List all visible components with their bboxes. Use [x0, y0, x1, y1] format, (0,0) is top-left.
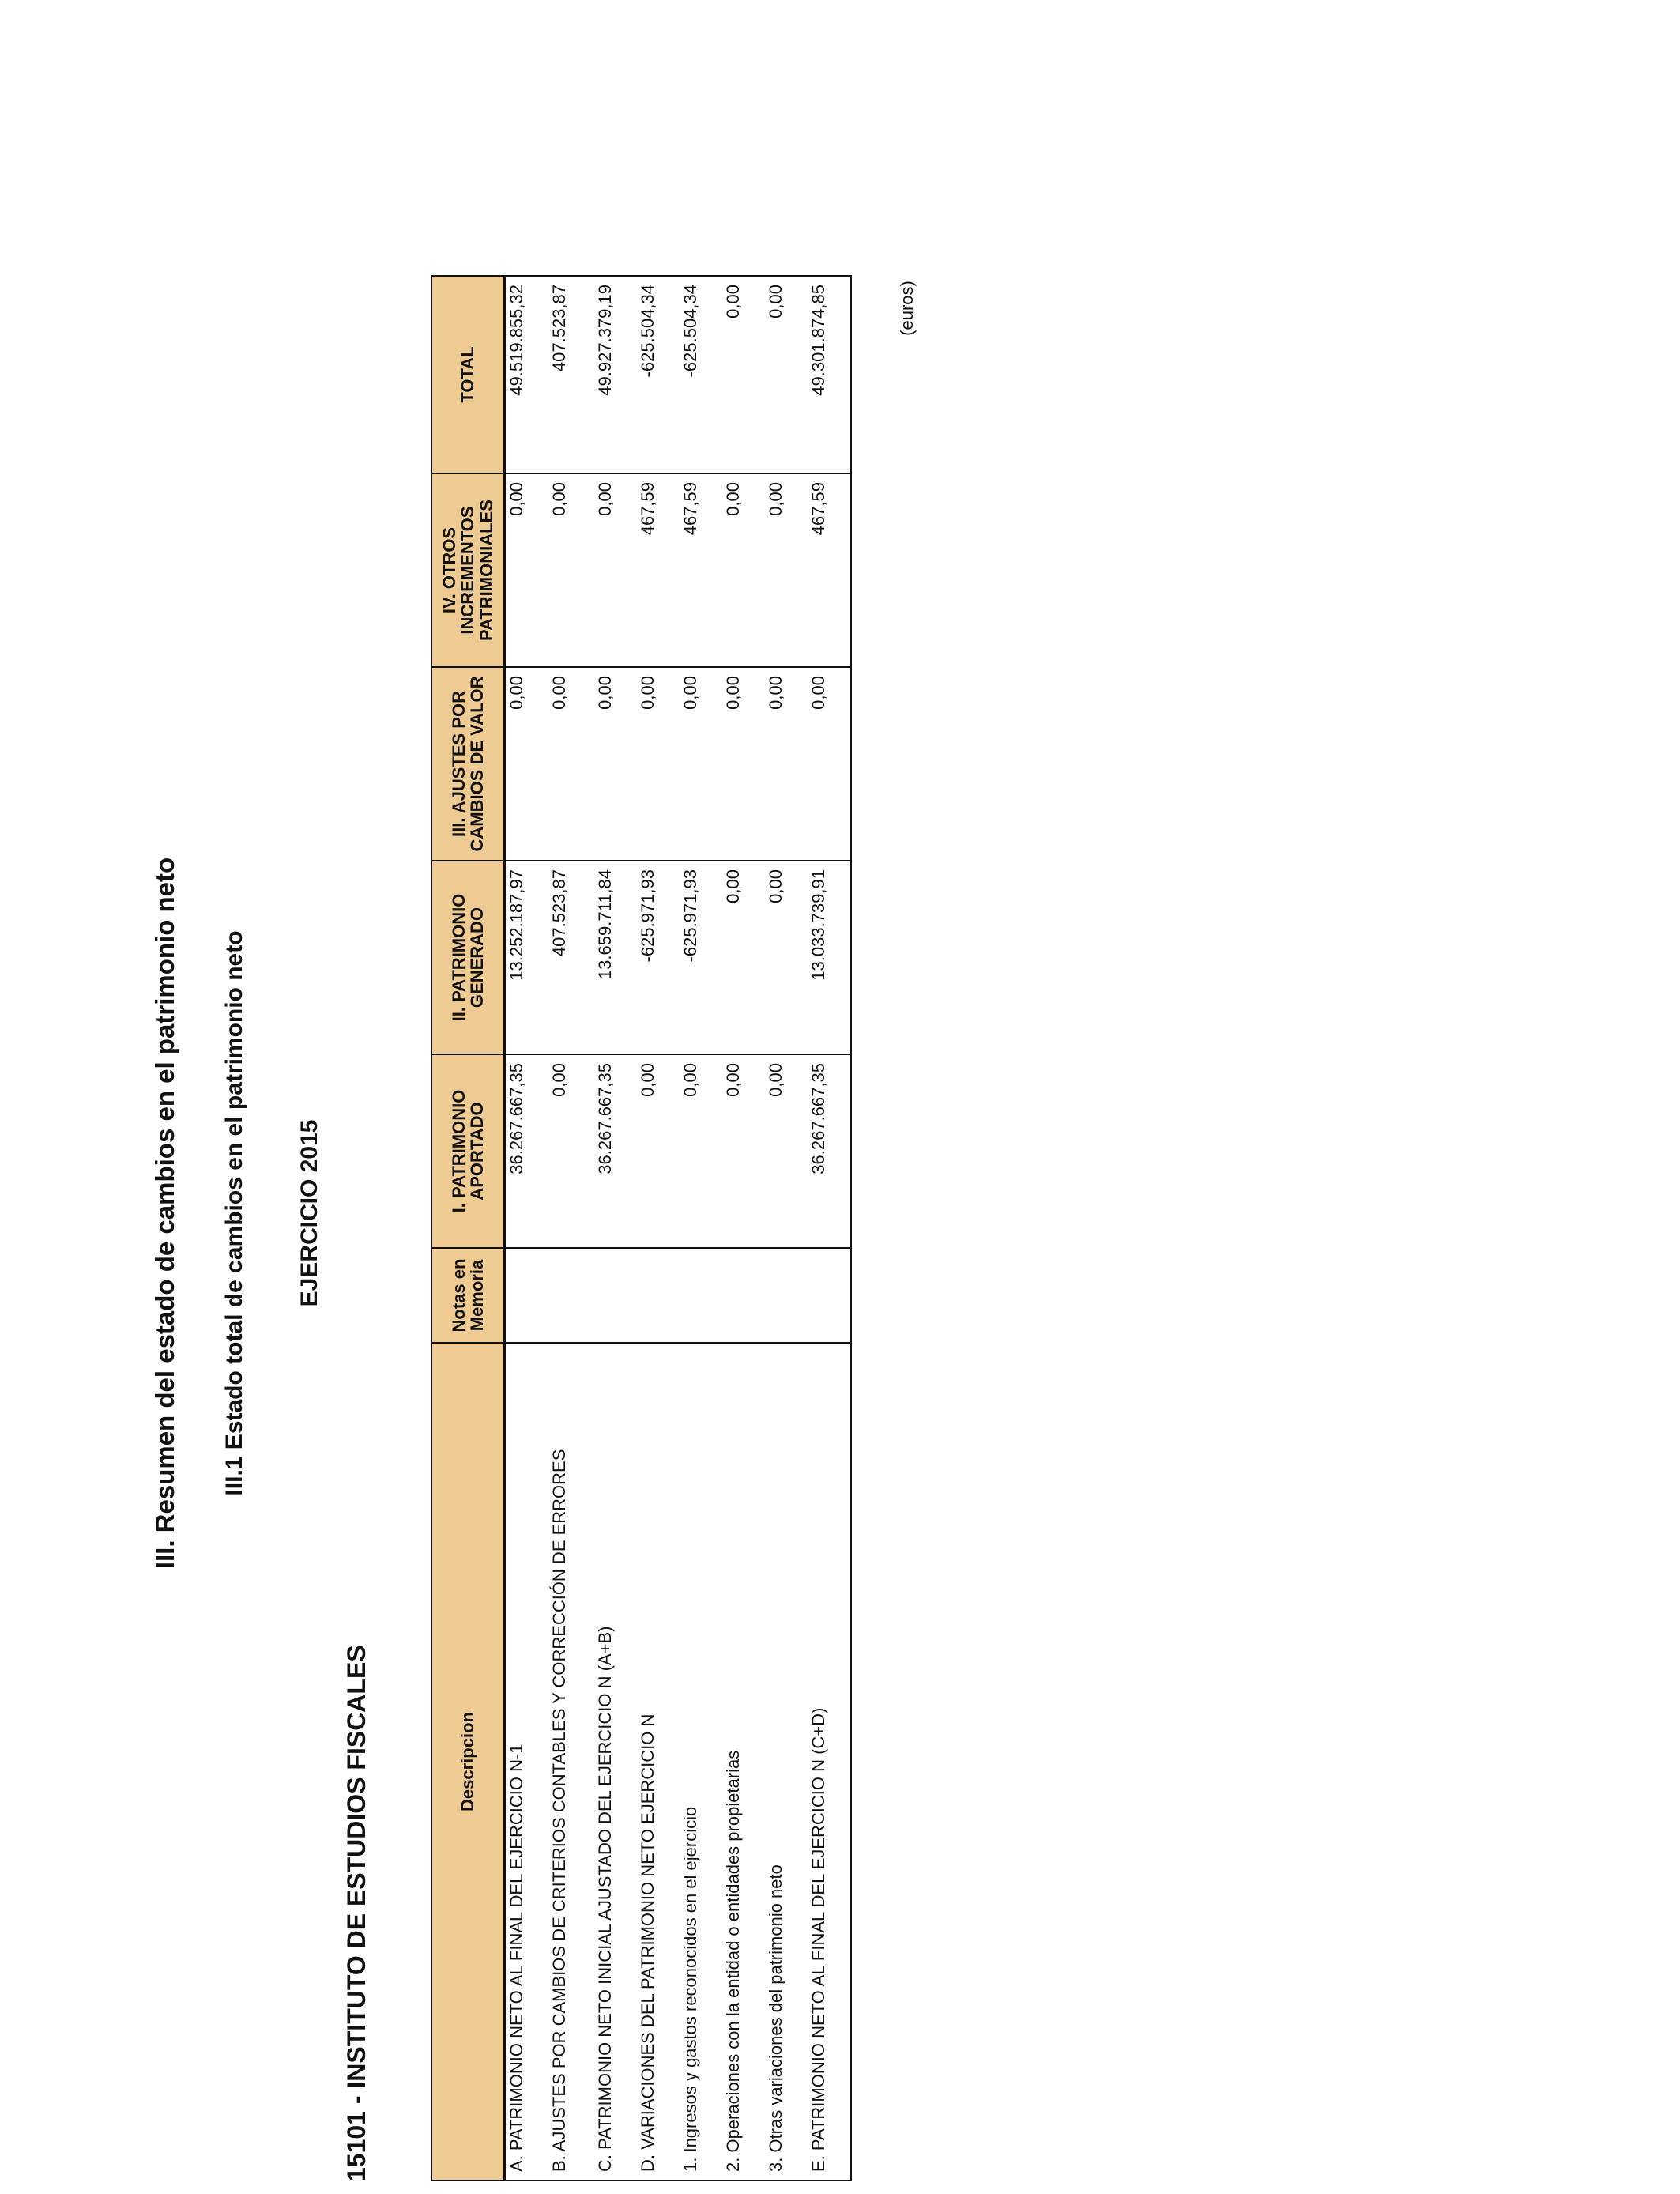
table-row — [594, 276, 637, 2181]
cell-total: 49.301.874,85 — [808, 276, 851, 473]
table-row — [808, 276, 851, 2181]
row-description: 2. Operaciones con la entidad o entidades propietarias — [722, 1343, 765, 2181]
table-row — [548, 276, 594, 2181]
table-header-row — [431, 276, 505, 2181]
column-header-descripcion: Descripcion — [431, 1343, 505, 2181]
cell-aportado: 36.267.667,35 — [594, 1054, 637, 1248]
cell-total: -625.504,34 — [680, 276, 722, 473]
cell-generado: 13.659.711,84 — [594, 861, 637, 1054]
section-title: III.1 Estado total de cambios en el patrimonio neto — [221, 930, 247, 1496]
cell-ajustes: 0,00 — [680, 667, 722, 861]
column-header-patrimonio-generado: II. PATRIMONIO GENERADO — [431, 861, 505, 1054]
column-header-total: TOTAL — [431, 276, 505, 473]
row-notes — [505, 1248, 549, 1343]
cell-aportado: 0,00 — [680, 1054, 722, 1248]
cell-otros: 467,59 — [808, 473, 851, 667]
cell-ajustes: 0,00 — [637, 667, 680, 861]
row-description: C. PATRIMONIO NETO INICIAL AJUSTADO DEL EJERCICIO N (A+B) — [594, 1343, 637, 2181]
cell-aportado: 0,00 — [765, 1054, 808, 1248]
cell-ajustes: 0,00 — [765, 667, 808, 861]
row-notes — [808, 1248, 851, 1343]
column-header-notas: Notas en Memoria — [431, 1248, 505, 1343]
row-notes — [637, 1248, 680, 1343]
column-header-otros-incrementos: IV. OTROS INCREMENTOS PATRIMONIALES — [431, 473, 505, 667]
table-row — [637, 276, 680, 2181]
table-row — [505, 276, 549, 2181]
cell-generado: 13.033.739,91 — [808, 861, 851, 1054]
cell-otros: 0,00 — [505, 473, 549, 667]
row-description: D. VARIACIONES DEL PATRIMONIO NETO EJERCICIO N — [637, 1343, 680, 2181]
cell-total: -625.504,34 — [637, 276, 680, 473]
cell-aportado: 36.267.667,35 — [505, 1054, 549, 1248]
row-description: B. AJUSTES POR CAMBIOS DE CRITERIOS CONTABLES Y CORRECCIÓN DE ERRORES — [548, 1343, 594, 2181]
cell-aportado: 0,00 — [722, 1054, 765, 1248]
table-row — [722, 276, 765, 2181]
column-header-patrimonio-aportado: I. PATRIMONIO APORTADO — [431, 1054, 505, 1248]
row-notes — [765, 1248, 808, 1343]
cell-otros: 467,59 — [637, 473, 680, 667]
cell-otros: 0,00 — [722, 473, 765, 667]
cell-total: 0,00 — [765, 276, 808, 473]
cell-otros: 0,00 — [765, 473, 808, 667]
row-notes — [594, 1248, 637, 1343]
cell-otros: 0,00 — [594, 473, 637, 667]
cell-ajustes: 0,00 — [548, 667, 594, 861]
row-notes — [722, 1248, 765, 1343]
cell-aportado: 0,00 — [637, 1054, 680, 1248]
cell-generado: 407.523,87 — [548, 861, 594, 1054]
cell-ajustes: 0,00 — [594, 667, 637, 861]
row-notes — [680, 1248, 722, 1343]
table-row — [765, 276, 808, 2181]
cell-total: 0,00 — [722, 276, 765, 473]
cell-generado: -625.971,93 — [680, 861, 722, 1054]
entity-name: 15101 - INSTITUTO DE ESTUDIOS FISCALES — [342, 1645, 371, 2181]
cell-total: 49.519.855,32 — [505, 276, 549, 473]
cell-ajustes: 0,00 — [722, 667, 765, 861]
rotated-document — [138, 245, 1023, 2181]
currency-unit: (euros) — [897, 281, 917, 336]
row-description: E. PATRIMONIO NETO AL FINAL DEL EJERCICIO N (C+D) — [808, 1343, 851, 2181]
fiscal-year: EJERCICIO 2015 — [296, 1119, 322, 1307]
cell-aportado: 0,00 — [548, 1054, 594, 1248]
page-title: III. Resumen del estado de cambios en el patrimonio neto — [150, 857, 179, 1570]
row-description: 3. Otras variaciones del patrimonio neto — [765, 1343, 808, 2181]
row-description: 1. Ingresos y gastos reconocidos en el ejercicio — [680, 1343, 722, 2181]
cell-otros: 0,00 — [548, 473, 594, 667]
cell-generado: 0,00 — [722, 861, 765, 1054]
cell-generado: 13.252.187,97 — [505, 861, 549, 1054]
cell-ajustes: 0,00 — [505, 667, 549, 861]
cell-ajustes: 0,00 — [808, 667, 851, 861]
cell-total: 407.523,87 — [548, 276, 594, 473]
column-header-ajustes-cambios-valor: III. AJUSTES POR CAMBIOS DE VALOR — [431, 667, 505, 861]
equity-changes-table — [431, 275, 852, 2181]
cell-aportado: 36.267.667,35 — [808, 1054, 851, 1248]
row-notes — [548, 1248, 594, 1343]
cell-total: 49.927.379,19 — [594, 276, 637, 473]
cell-otros: 467,59 — [680, 473, 722, 667]
row-description: A. PATRIMONIO NETO AL FINAL DEL EJERCICIO N-1 — [505, 1343, 549, 2181]
table-row — [680, 276, 722, 2181]
cell-generado: 0,00 — [765, 861, 808, 1054]
cell-generado: -625.971,93 — [637, 861, 680, 1054]
